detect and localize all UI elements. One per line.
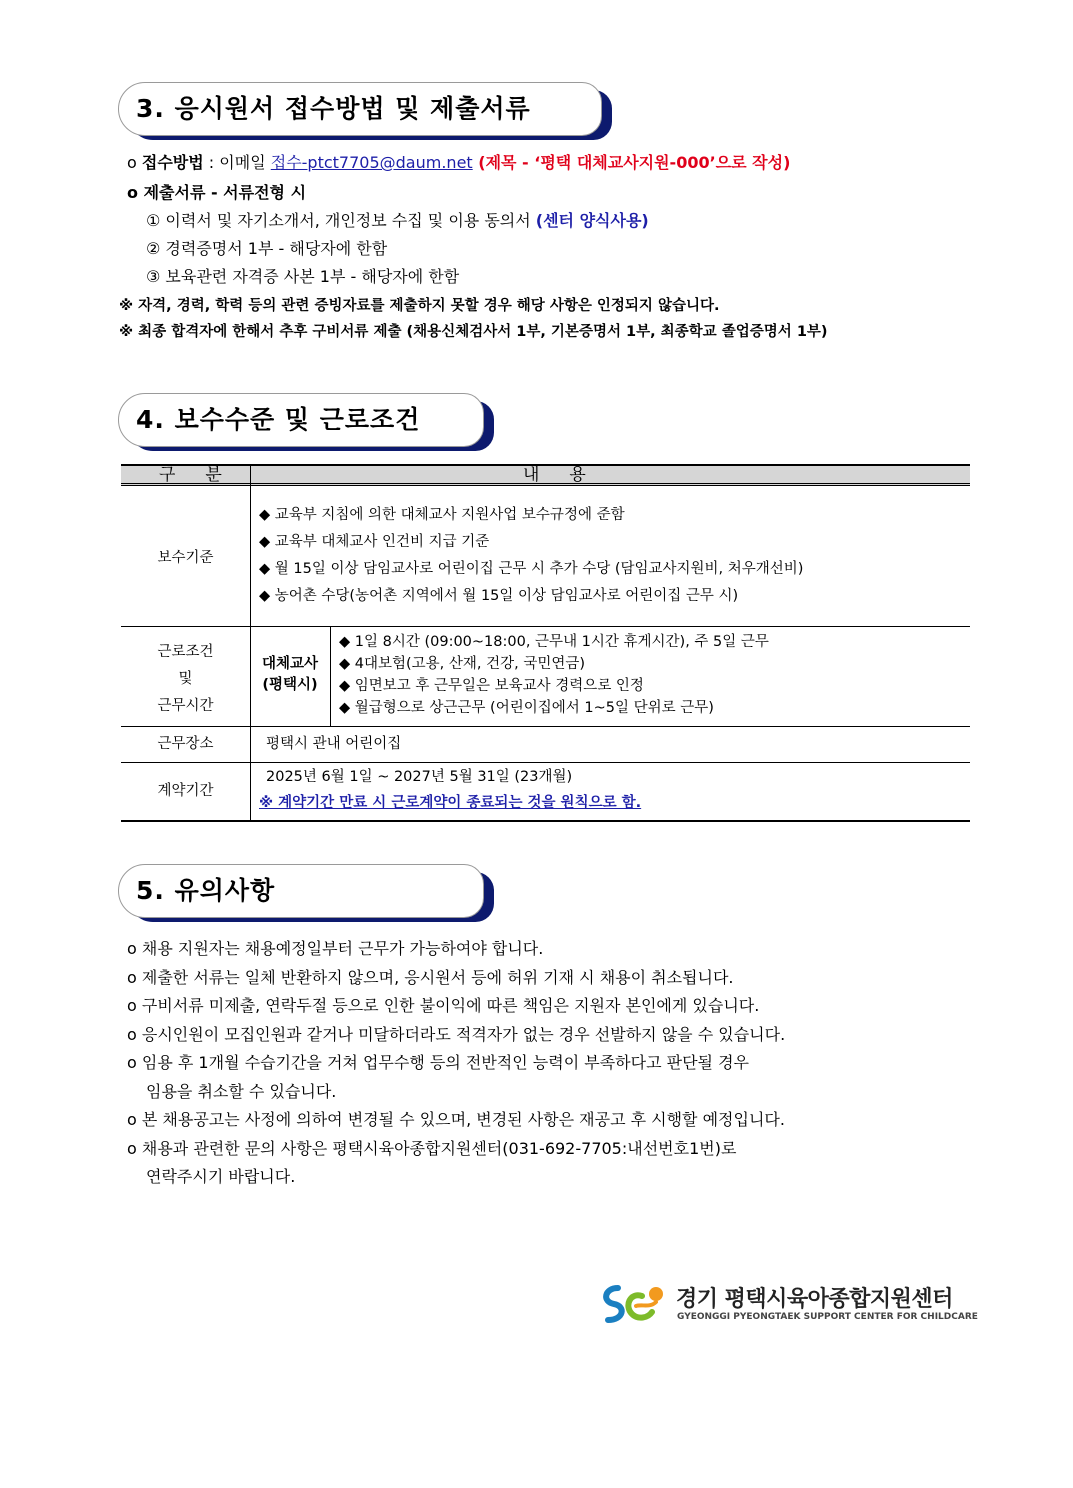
pay-item: ◆ 교육부 대체교사 인건비 지급 기준 — [259, 534, 490, 550]
section5-header — [118, 864, 484, 918]
doc-item-3: ③ 보육관련 자격증 사본 1부 - 해당자에 한함 — [146, 267, 460, 286]
note-1: ※ 자격, 경력, 학력 등의 관련 증빙자료를 제출하지 못할 경우 해당 사항은 인정되지 않습니다. — [119, 298, 720, 314]
conditions-table — [121, 464, 970, 822]
doc-item-1: ① 이력서 및 자기소개서, 개인정보 수집 및 이용 동의서 (센터 양식사용) — [146, 211, 649, 230]
notice-item-continued: 연락주시기 바랍니다. — [146, 1167, 296, 1186]
notice-item: o 본 채용공고는 사정에 의하여 변경될 수 있으며, 변경된 사항은 재공고 후 시행할 예정입니다. — [127, 1110, 785, 1129]
email-link[interactable]: 접수-ptct7705@daum.net — [270, 153, 473, 172]
place-label: 근무장소 — [157, 736, 214, 752]
term-note: ※ 계약기간 만료 시 근로계약이 종료되는 것을 원칙으로 함. — [259, 795, 642, 811]
section4-title: 4. 보수수준 및 근로조건 — [136, 405, 421, 434]
method-label: 접수방법 — [141, 153, 204, 172]
submission-method-line: o 접수방법 : 이메일 접수-ptct7705@daum.net (제목 - ‘평택 대체교사지원-000’으로 작성) — [127, 153, 791, 172]
center-name-en: GYEONGGI PYEONGTAEK SUPPORT CENTER FOR CHILDCARE — [677, 1312, 978, 1322]
term-label: 계약기간 — [157, 783, 214, 799]
notice-item: o 구비서류 미제출, 연락두절 등으로 인한 불이익에 따른 책임은 지원자 본인에게 있습니다. — [127, 996, 760, 1015]
work-item: ◆ 1일 8시간 (09:00~18:00, 근무내 1시간 휴게시간), 주 5일 근무 — [339, 634, 769, 650]
table-header — [121, 464, 970, 486]
center-name-ko: 경기 평택시육아종합지원센터 — [676, 1287, 953, 1312]
work-label: 근로조건 및 근무시간 — [157, 644, 214, 714]
notice-item: o 임용 후 1개월 수습기간을 거쳐 업무수행 등의 전반적인 능력이 부족하다고 판단될 경우 — [127, 1053, 749, 1072]
pay-item: ◆ 농어촌 수당(농어촌 지역에서 월 15일 이상 담임교사로 어린이집 근무 시) — [259, 588, 739, 604]
term-value: 2025년 6월 1일 ~ 2027년 5월 31일 (23개월) — [266, 769, 573, 785]
pay-item: ◆ 교육부 지침에 의한 대체교사 지원사업 보수규정에 준함 — [259, 507, 625, 523]
pay-label: 보수기준 — [157, 550, 214, 566]
section4-header — [118, 393, 484, 447]
work-item: ◆ 4대보험(고용, 산재, 건강, 국민연금) — [339, 656, 586, 672]
note-2: ※ 최종 합격자에 한해서 추후 구비서류 제출 (채용신체검사서 1부, 기본증명서 1부, 최종학교 졸업증명서 1부) — [119, 324, 828, 340]
section3-header — [118, 82, 602, 136]
work-sub-label: 대체교사 (평택시) — [261, 656, 319, 693]
notice-item: o 채용 지원자는 채용예정일부터 근무가 가능하여야 합니다. — [127, 939, 544, 958]
header-content: 내용 — [523, 465, 616, 485]
submit-docs-line: o 제출서류 - 서류전형 시 — [127, 183, 307, 202]
section5-title: 5. 유의사항 — [136, 876, 276, 905]
center-logo-icon — [596, 1282, 668, 1326]
doc-item-2: ② 경력증명서 1부 - 해당자에 한함 — [146, 239, 388, 258]
section3-title: 3. 응시원서 접수방법 및 제출서류 — [136, 94, 531, 123]
notice-item: o 응시인원이 모집인원과 같거나 미달하더라도 적격자가 없는 경우 선발하지 않을 수 있습니다. — [127, 1025, 786, 1044]
notice-item: o 채용과 관련한 문의 사항은 평택시육아종합지원센터(031-692-7705:내선번호1번)로 — [127, 1139, 737, 1158]
work-item: ◆ 월급형으로 상근근무 (어린이집에서 1~5일 단위로 근무) — [339, 700, 714, 716]
notice-item: o 제출한 서류는 일체 반환하지 않으며, 응시원서 등에 허위 기재 시 채용이 취소됩니다. — [127, 968, 734, 987]
notice-item-continued: 임용을 취소할 수 있습니다. — [146, 1082, 337, 1101]
work-item: ◆ 임면보고 후 근무일은 보육교사 경력으로 인정 — [339, 678, 644, 694]
pay-item: ◆ 월 15일 이상 담임교사로 어린이집 근무 시 추가 수당 (담임교사지원비, 처우개선비) — [259, 561, 804, 577]
email-subject-note: (제목 - ‘평택 대체교사지원-000’으로 작성) — [472, 153, 791, 172]
place-value: 평택시 관내 어린이집 — [266, 736, 402, 752]
header-category: 구분 — [159, 465, 252, 485]
